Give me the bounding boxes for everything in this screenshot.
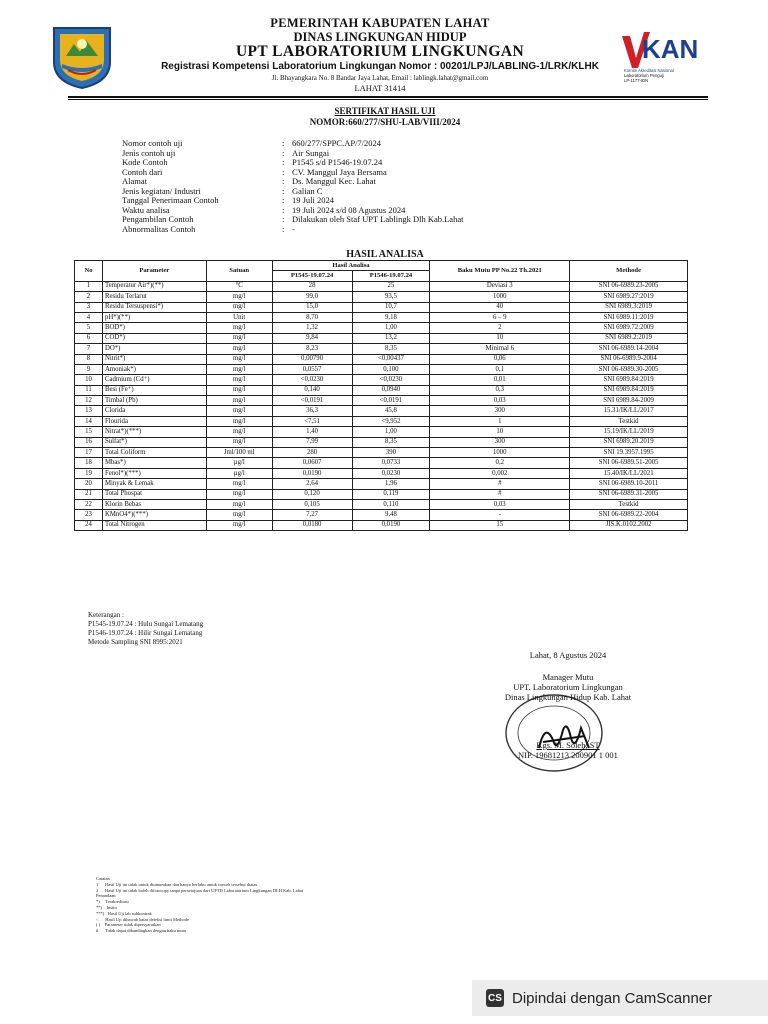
info-separator: :	[282, 223, 285, 234]
cell-baku-mutu: 300	[430, 406, 570, 416]
info-value: -	[292, 223, 295, 234]
cell-methode: SNI 19.3957.1995	[570, 448, 688, 458]
footer-line: ( ) Parameter tidak dipersyaratkan	[96, 922, 161, 928]
cell-parameter: Besi (Fe⁺)	[102, 385, 206, 395]
info-value: Ds. Manggul Kec. Lahat	[292, 176, 376, 186]
table-row	[75, 468, 688, 478]
cell-sample-1: 0,120	[272, 489, 352, 499]
cell-satuan: mg/l	[206, 479, 272, 489]
info-value: 19 Juli 2024 s/d 08 Agustus 2024	[292, 204, 406, 215]
cell-methode: SNI 06-6989.9-2004	[570, 354, 688, 364]
cell-no: 13	[75, 406, 103, 416]
cell-sample-1: 0,00790	[272, 354, 352, 364]
cell-sample-1: 0,140	[272, 385, 352, 395]
cell-satuan: mg/l	[206, 364, 272, 374]
cell-no: 12	[75, 396, 103, 406]
info-label: Kode Contoh	[122, 157, 168, 167]
col-satuan: Satuan	[206, 261, 272, 282]
footer-line: ***) Hasil Uji lab subkontrak	[96, 910, 152, 916]
table-row	[75, 375, 688, 385]
analysis-title: HASIL ANALISA	[346, 249, 424, 260]
cell-no: 20	[75, 479, 103, 489]
cell-no: 2	[75, 292, 103, 302]
cell-methode: SNI 6989.2:2019	[570, 333, 688, 343]
info-label: Contoh dari	[122, 166, 163, 177]
note-line: Metode Sampling SNI 8995:2021	[88, 638, 183, 646]
cell-parameter: COD*)	[102, 333, 206, 343]
table-row	[75, 312, 688, 322]
col-parameter: Parameter	[102, 261, 206, 282]
cell-baku-mutu: 0,03	[430, 499, 570, 509]
cell-sample-2: 0,0733	[352, 458, 430, 468]
cell-no: 1	[75, 281, 103, 291]
cell-methode: SNI 6989.11:2019	[570, 312, 688, 322]
signature-org-1: UPT. Laboratorium Lingkungan	[513, 682, 623, 692]
info-label: Tanggal Penerimaan Contoh	[122, 195, 219, 205]
results-table-body	[75, 281, 688, 530]
cell-parameter: Total Coliform	[102, 448, 206, 458]
cell-satuan: mg/l	[206, 323, 272, 333]
cell-methode: 15.40/IK/LL/2021	[570, 468, 688, 478]
notes-block	[88, 611, 203, 647]
col-sample-2: P1546-19.07.24	[352, 271, 430, 281]
cell-sample-1: 0,0607	[272, 458, 352, 468]
cell-sample-1: <7,51	[272, 416, 352, 426]
info-separator: :	[282, 204, 285, 215]
cell-parameter: Timbal (Pb)	[102, 396, 206, 406]
cell-sample-1: 7,99	[272, 437, 352, 447]
cell-no: 21	[75, 489, 103, 499]
table-row	[75, 396, 688, 406]
info-value: 19 Juli 2024	[292, 195, 335, 205]
info-value: CV. Manggul Jaya Bersama	[292, 166, 387, 177]
info-label: Abnormalitas Contoh	[122, 223, 196, 234]
cell-satuan: mg/l	[206, 406, 272, 416]
kan-sub2: Laboratorium Penguji	[624, 73, 664, 78]
cell-parameter: Minyak & Lemak	[102, 479, 206, 489]
cell-sample-1: 0,0180	[272, 520, 352, 530]
header-line-address: Jl. Bhayangkara No. 8 Bandar Jaya Lahat, Email : lablingk.lahat@gmail.com	[271, 74, 489, 82]
cell-satuan: mg/l	[206, 489, 272, 499]
table-row	[75, 354, 688, 364]
info-value: P1545 s/d P1546-19.07.24	[292, 157, 383, 167]
col-sample-1: P1545-19.07.24	[272, 271, 352, 281]
signature-org-2: Dinas Lingkungan Hidup Kab. Lahat	[504, 692, 632, 702]
header-line-government: PEMERINTAH KABUPATEN LAHAT	[270, 16, 490, 30]
cell-no: 4	[75, 312, 103, 322]
cell-baku-mutu: 6 – 9	[430, 312, 570, 322]
kan-accreditation-logo-icon	[620, 28, 704, 84]
cell-sample-2: 390	[352, 448, 430, 458]
cell-sample-2: 1,96	[352, 479, 430, 489]
table-row	[75, 333, 688, 343]
header-divider-thick	[68, 96, 708, 98]
info-value: Air Sungai	[292, 147, 330, 158]
cell-sample-1: 280	[272, 448, 352, 458]
cell-parameter: KMnO4*)(***)	[102, 510, 206, 520]
camscanner-text: Dipindai dengan CamScanner	[512, 989, 713, 1007]
note-line: P1545-19.07.24 : Hulu Sungai Lematang	[88, 620, 204, 628]
cell-sample-1: 1,40	[272, 427, 352, 437]
cell-satuan: µg/l	[206, 468, 272, 478]
cell-satuan: mg/l	[206, 375, 272, 385]
signature-place-date: Lahat, 8 Agustus 2024	[529, 650, 607, 660]
table-row	[75, 427, 688, 437]
cell-baku-mutu: 0,06	[430, 354, 570, 364]
cell-methode: Testkid	[570, 499, 688, 509]
footer-line: 2 Hasil Uji ini tidak boleh difotocopy tanpa persetujuan dari UPTD Laboratorium Lingkungan DLH Kab. Lahat	[96, 887, 304, 893]
table-row	[75, 364, 688, 374]
cell-sample-2: <0,0191	[352, 396, 430, 406]
table-row	[75, 437, 688, 447]
info-separator: :	[282, 195, 285, 205]
info-separator: :	[282, 185, 285, 196]
cell-baku-mutu: 0,1	[430, 364, 570, 374]
cell-methode: SNI 06-6989.31-2005	[570, 489, 688, 499]
cell-no: 19	[75, 468, 103, 478]
cell-satuan: mg/l	[206, 302, 272, 312]
footer-line: # Tidak dapat dibandingkan dengan baku mutu	[96, 928, 187, 934]
table-row	[75, 406, 688, 416]
cell-sample-2: <9,952	[352, 416, 430, 426]
footer-line: **) Insitu	[96, 904, 117, 910]
info-separator: :	[282, 157, 285, 167]
cell-sample-2: 0,0230	[352, 468, 430, 478]
cell-methode: SNI 06-6989.51-2005	[570, 458, 688, 468]
cell-baku-mutu: 2	[430, 323, 570, 333]
cell-sample-2: 8,35	[352, 437, 430, 447]
table-row	[75, 385, 688, 395]
cell-methode: SNI 6989.27:2019	[570, 292, 688, 302]
cell-satuan: mg/l	[206, 437, 272, 447]
cell-sample-2: 1,00	[352, 427, 430, 437]
cell-sample-2: 45,8	[352, 406, 430, 416]
table-row	[75, 479, 688, 489]
results-table	[74, 260, 688, 531]
cell-parameter: BOD*)	[102, 323, 206, 333]
cell-baku-mutu: 0,3	[430, 385, 570, 395]
camscanner-logo-icon: CS	[486, 989, 504, 1007]
header-line-city: LAHAT 31414	[354, 83, 406, 93]
cell-parameter: Total Nitrogen	[102, 520, 206, 530]
cell-sample-1: 7,27	[272, 510, 352, 520]
cell-sample-1: 28	[272, 281, 352, 291]
cell-baku-mutu: 0,01	[430, 375, 570, 385]
cell-parameter: Temperatur Air*)(**)	[102, 281, 206, 291]
info-separator: :	[282, 147, 285, 158]
cell-sample-2: 1,00	[352, 323, 430, 333]
info-value: 660/277/SPPC.AP/7/2024	[292, 138, 382, 148]
certificate-title: SERTIFIKAT HASIL UJI	[334, 106, 436, 116]
cell-baku-mutu: 0,2	[430, 458, 570, 468]
cell-baku-mutu: 0,03	[430, 396, 570, 406]
cell-sample-1: <0,0230	[272, 375, 352, 385]
cell-sample-2: <0,0230	[352, 375, 430, 385]
cell-methode: SNI 6989.3:2019	[570, 302, 688, 312]
cell-parameter: Amoniak*)	[102, 364, 206, 374]
cell-methode: SNI 6989.84:2019	[570, 385, 688, 395]
cell-baku-mutu: 0,002	[430, 468, 570, 478]
cell-sample-2: 25	[352, 281, 430, 291]
table-row	[75, 281, 688, 291]
info-label: Alamat	[122, 176, 148, 186]
info-separator: :	[282, 138, 285, 148]
cell-satuan: mg/l	[206, 427, 272, 437]
cell-baku-mutu: 40	[430, 302, 570, 312]
cell-sample-1: 36,3	[272, 406, 352, 416]
cell-methode: SNI 06-6989.22-2004	[570, 510, 688, 520]
certificate-number: NOMOR:660/277/SHU-LAB/VIII/2024	[309, 117, 461, 127]
table-row	[75, 489, 688, 499]
cell-sample-2: 9,18	[352, 312, 430, 322]
table-row	[75, 448, 688, 458]
cell-parameter: Cadmium (Cd⁺)	[102, 375, 206, 385]
info-value-wrap	[282, 177, 582, 187]
cell-baku-mutu: 1	[430, 416, 570, 426]
table-row	[75, 510, 688, 520]
cell-sample-2: <0,00437	[352, 354, 430, 364]
cell-no: 10	[75, 375, 103, 385]
col-hasil: Hasil Analisa	[272, 261, 430, 271]
cell-sample-1: 0,0557	[272, 364, 352, 374]
cell-sample-2: 9,48	[352, 510, 430, 520]
cell-sample-2: 10,7	[352, 302, 430, 312]
info-label: Jenis kegiatan/ Industri	[122, 185, 201, 196]
cell-parameter: pH*)(**)	[102, 312, 206, 322]
signature-name: Kgs. M. Soleh, ST	[536, 740, 600, 750]
cell-sample-1: 1,32	[272, 323, 352, 333]
cell-methode: SNI 06-6989.14-2004	[570, 344, 688, 354]
cell-sample-1: 15,0	[272, 302, 352, 312]
col-baku-mutu: Baku Mutu PP No.22 Th.2021	[430, 261, 570, 282]
cell-methode: SNI 06-6989.10-2011	[570, 479, 688, 489]
table-row	[75, 499, 688, 509]
info-separator: :	[282, 176, 285, 186]
cell-satuan: µg/l	[206, 458, 272, 468]
cell-sample-1: 2,64	[272, 479, 352, 489]
regency-emblem-icon	[48, 22, 116, 90]
cell-no: 8	[75, 354, 103, 364]
cell-baku-mutu: 300	[430, 437, 570, 447]
cell-baku-mutu: 10	[430, 333, 570, 343]
header-line-registration: Registrasi Kompetensi Laboratorium Lingkungan Nomor : 00201/LPJ/LABLING-1/LRK/KLHK	[161, 61, 599, 72]
info-value: Dilakukan oleh Staf UPT Lablingk Dlh Kab.Lahat	[292, 214, 464, 224]
cell-no: 14	[75, 416, 103, 426]
cell-satuan: mg/l	[206, 416, 272, 426]
table-row	[75, 520, 688, 530]
info-separator: :	[282, 166, 285, 177]
info-label: Nomor contoh uji	[122, 138, 183, 148]
cell-satuan: mg/l	[206, 385, 272, 395]
cell-satuan: Jml/100 ml	[206, 448, 272, 458]
cell-parameter: Mbas*)	[102, 458, 206, 468]
cell-no: 18	[75, 458, 103, 468]
cell-sample-1: 8,23	[272, 344, 352, 354]
cell-parameter: Klorin Bebas	[102, 499, 206, 509]
info-value-wrap	[282, 225, 582, 235]
cell-parameter: Total Phospat	[102, 489, 206, 499]
cell-baku-mutu: 15	[430, 520, 570, 530]
col-no: No	[75, 261, 103, 282]
cell-baku-mutu: 1000	[430, 292, 570, 302]
info-value: Galian C	[292, 185, 323, 196]
cell-sample-1: 0,105	[272, 499, 352, 509]
cell-parameter: Residu Terlarut	[102, 292, 206, 302]
cell-satuan: mg/l	[206, 292, 272, 302]
cell-sample-2: 0,110	[352, 499, 430, 509]
cell-parameter: Nitrit*)	[102, 354, 206, 364]
note-line: P1546-19.07.24 : Hilir Sungai Lematang	[88, 629, 203, 637]
cell-sample-1: <0,0191	[272, 396, 352, 406]
footer-line: < Hasil Uji dibawah batas deteksi limit Methode	[96, 916, 190, 922]
cell-sample-1: 0,0190	[272, 468, 352, 478]
note-line: Keterangan :	[88, 611, 124, 619]
cell-methode: SNI 6989.84-2009	[570, 396, 688, 406]
table-row	[75, 458, 688, 468]
cell-sample-2: 13,2	[352, 333, 430, 343]
cell-methode: JIS.K.0102.2002	[570, 520, 688, 530]
cell-no: 22	[75, 499, 103, 509]
info-label: Pengambilan Contoh	[122, 214, 194, 224]
header-line-lab: UPT LABORATORIUM LINGKUNGAN	[235, 43, 525, 60]
cell-no: 17	[75, 448, 103, 458]
cell-no: 3	[75, 302, 103, 312]
cell-no: 15	[75, 427, 103, 437]
cell-baku-mutu: -	[430, 510, 570, 520]
cell-no: 24	[75, 520, 103, 530]
cell-satuan: mg/l	[206, 344, 272, 354]
info-label: Waktu analisa	[122, 204, 170, 215]
table-row	[75, 416, 688, 426]
info-separator: :	[282, 214, 285, 224]
signature-role: Manager Mutu	[542, 672, 594, 682]
cell-sample-2: 0,119	[352, 489, 430, 499]
cell-sample-2: 93,5	[352, 292, 430, 302]
table-row	[75, 302, 688, 312]
footer-line: Penandaan	[96, 893, 116, 899]
cell-baku-mutu: 10	[430, 427, 570, 437]
cell-no: 7	[75, 344, 103, 354]
header-line-agency: DINAS LINGKUNGAN HIDUP	[293, 30, 467, 44]
cell-methode: SNI 06-6989.30-2005	[570, 364, 688, 374]
cell-satuan: mg/l	[206, 510, 272, 520]
cell-sample-2: 0,0190	[352, 520, 430, 530]
cell-methode: 15.31/IK/LL/2017	[570, 406, 688, 416]
info-label: Jenis contoh uji	[122, 147, 176, 158]
cell-no: 9	[75, 364, 103, 374]
footer-line: Catatan	[96, 876, 110, 881]
cell-methode: 15.19/IK/LL/2019	[570, 427, 688, 437]
cell-satuan: mg/l	[206, 499, 272, 509]
kan-sub3: LP-1177-IDN	[624, 78, 649, 83]
cell-sample-2: 0,100	[352, 364, 430, 374]
cell-sample-2: 8,35	[352, 344, 430, 354]
cell-baku-mutu: Deviasi 3	[430, 281, 570, 291]
cell-no: 23	[75, 510, 103, 520]
cell-sample-2: 0,0940	[352, 385, 430, 395]
cell-parameter: Nitrat*)(***)	[102, 427, 206, 437]
cell-sample-1: 99,0	[272, 292, 352, 302]
cell-baku-mutu: #	[430, 479, 570, 489]
cell-baku-mutu: #	[430, 489, 570, 499]
cell-parameter: Residu Tersuspensi*)	[102, 302, 206, 312]
cell-satuan: Unit	[206, 312, 272, 322]
sample-info-block	[122, 139, 582, 234]
signature-nip: NIP. 19681213 200901 1 001	[518, 750, 618, 760]
cell-methode: SNI 06-6989.23-2005	[570, 281, 688, 291]
info-value-wrap	[282, 215, 582, 225]
signature-block	[478, 650, 658, 760]
info-row	[122, 225, 582, 235]
camscanner-watermark	[472, 980, 768, 1016]
table-row	[75, 323, 688, 333]
cell-satuan: mg/l	[206, 333, 272, 343]
cell-no: 11	[75, 385, 103, 395]
table-row	[75, 292, 688, 302]
info-row	[122, 139, 582, 149]
header-divider-thin	[68, 99, 708, 100]
cell-no: 16	[75, 437, 103, 447]
cell-sample-1: 9,84	[272, 333, 352, 343]
cell-no: 6	[75, 333, 103, 343]
cell-parameter: Fenol*)(***)	[102, 468, 206, 478]
cell-parameter: Sulfat*)	[102, 437, 206, 447]
footer-notes	[96, 876, 303, 934]
cell-no: 5	[75, 323, 103, 333]
cell-parameter: Flourida	[102, 416, 206, 426]
kan-sub1: Komite Akreditasi Nasional	[624, 68, 674, 73]
footer-line: *) Terakreditasi	[96, 899, 129, 905]
cell-parameter: Clorida	[102, 406, 206, 416]
col-methode: Methode	[570, 261, 688, 282]
footer-line: 1 Hasil Uji ini tidak untuk diumumkan dan hanya berlaku untuk contoh tersebut diatas	[96, 881, 258, 887]
cell-methode: Testkid	[570, 416, 688, 426]
cell-baku-mutu: 1000	[430, 448, 570, 458]
cell-methode: SNI 6989.72:2009	[570, 323, 688, 333]
cell-satuan: mg/l	[206, 354, 272, 364]
cell-methode: SNI 6989.84:2019	[570, 375, 688, 385]
cell-parameter: DO*)	[102, 344, 206, 354]
cell-satuan: mg/l	[206, 520, 272, 530]
cell-baku-mutu: Minimal 6	[430, 344, 570, 354]
kan-mark: KAN	[642, 34, 699, 64]
cell-sample-1: 8,70	[272, 312, 352, 322]
table-row	[75, 344, 688, 354]
cell-methode: SNI 6989.20.2019	[570, 437, 688, 447]
cell-satuan: mg/l	[206, 396, 272, 406]
cell-satuan: °C	[206, 281, 272, 291]
